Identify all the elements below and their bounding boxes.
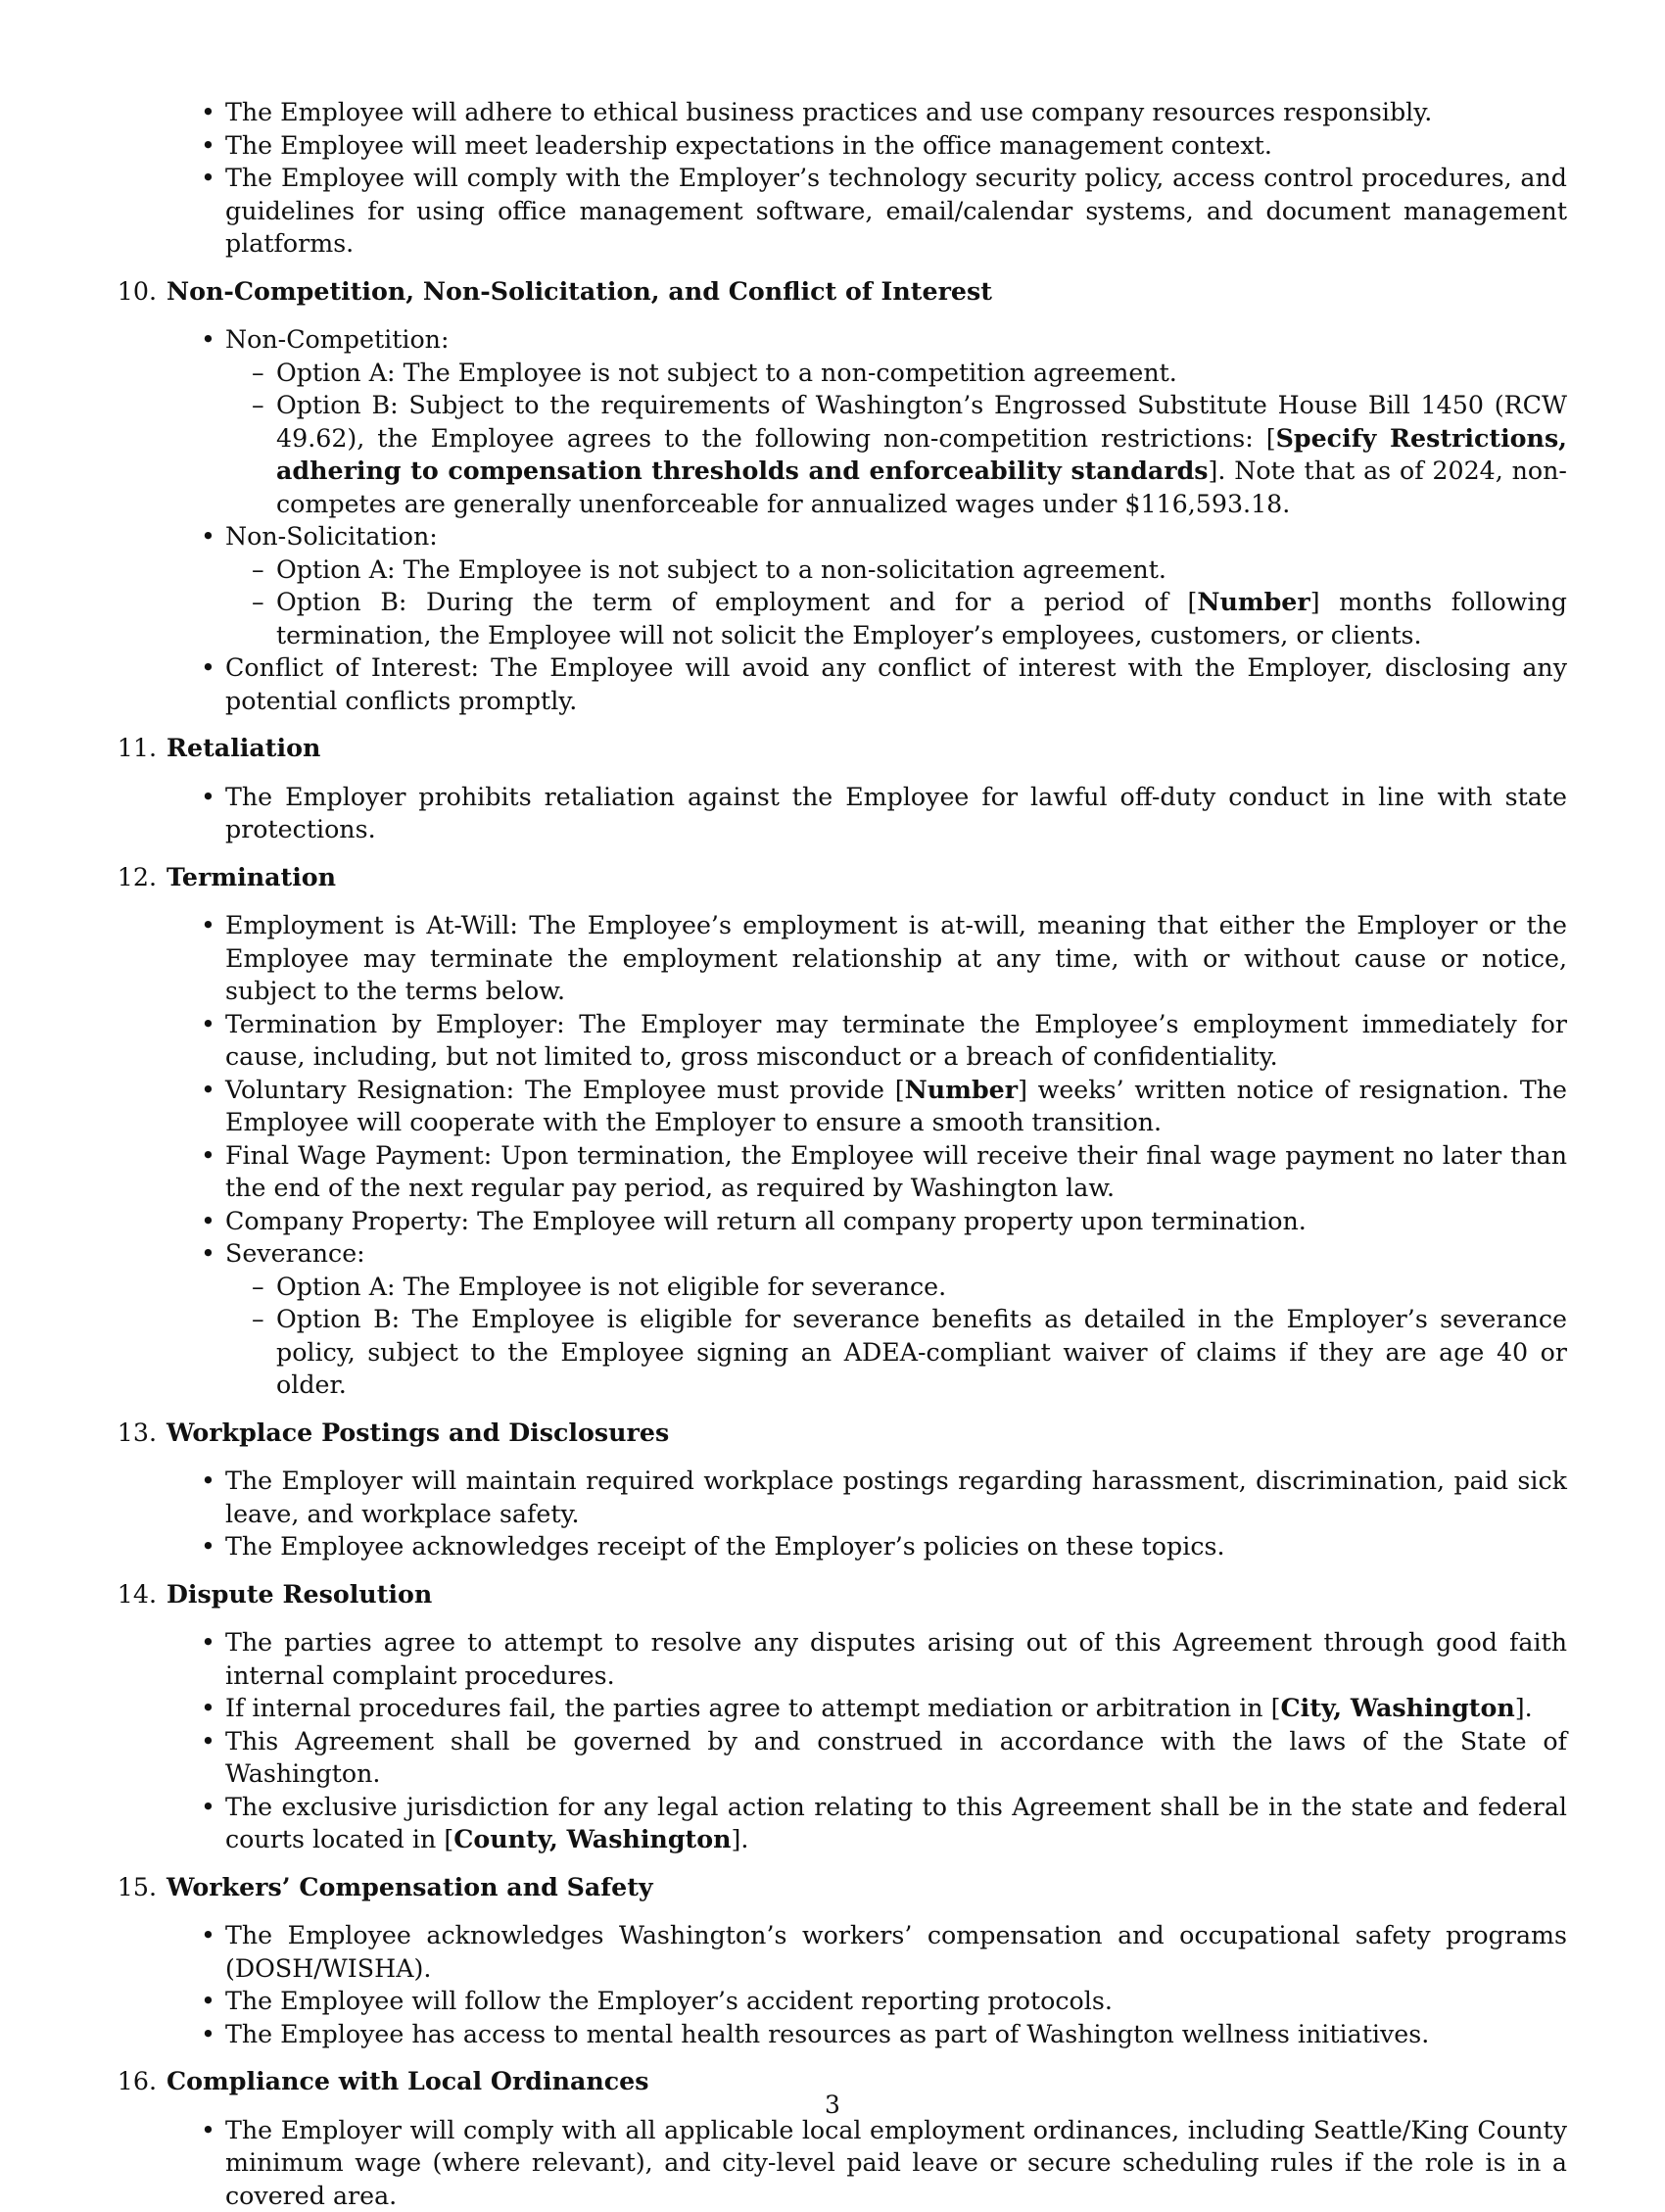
section-bullet-list xyxy=(108,781,1567,846)
section-title: Retaliation xyxy=(166,733,320,762)
sub-option-list xyxy=(225,357,1567,521)
list-item xyxy=(108,323,1567,520)
sub-list-item xyxy=(225,389,1567,520)
section-15 xyxy=(108,1871,1567,2051)
sub-list-item: – Option A: The Employee is not eligible for severance. xyxy=(225,1271,1567,1304)
section-heading xyxy=(108,861,1567,894)
text-run: The exclusive jurisdiction for any legal action relating to this Agreement shall be in the state and federal courts located in [ xyxy=(225,1793,1567,1854)
section-10 xyxy=(108,275,1567,718)
list-item: • The Employee will follow the Employer’s accident reporting protocols. xyxy=(108,1985,1567,2018)
list-item: • The Employer prohibits retaliation against the Employee for lawful off-duty conduct in line with state protections. xyxy=(108,781,1567,846)
section-title: Workplace Postings and Disclosures xyxy=(166,1418,669,1447)
text-run: Option B: Subject to the requirements of Washington’s Engrossed Substitute House Bill 1450 (RCW 49.62), the Employee agrees to the following non-competition restrictions: [ xyxy=(276,391,1567,453)
section-title: Non-Competition, Non-Solicitation, and Conflict of Interest xyxy=(166,276,992,306)
list-item xyxy=(108,1074,1567,1139)
list-item: • Termination by Employer: The Employer may terminate the Employee’s employment immediately for cause, including, but not limited to, gross misconduct or a breach of confidentiality. xyxy=(108,1008,1567,1074)
text-run: ] months following termination, the Employee will not solicit the Employer’s employees, customers, or clients. xyxy=(276,588,1567,649)
list-item: • Conflict of Interest: The Employee will avoid any conflict of interest with the Employer, disclosing any potential conflicts promptly. xyxy=(108,651,1567,717)
section-heading xyxy=(108,1417,1567,1450)
list-item: • The Employer will comply with all applicable local employment ordinances, including Seattle/King County minimum wage (where relevant), and city-level paid leave or secure scheduling rules if the role is in a covered area. xyxy=(108,2114,1567,2212)
page-number: 3 xyxy=(0,2091,1665,2119)
section-number: 15. xyxy=(108,1871,157,1904)
list-item: • This Agreement shall be governed by and construed in accordance with the laws of the State of Washington. xyxy=(108,1725,1567,1791)
section-heading xyxy=(108,1871,1567,1904)
sub-list-item xyxy=(225,586,1567,651)
text-run: ]. xyxy=(731,1825,748,1853)
document-page xyxy=(108,96,1567,2212)
section-number: 10. xyxy=(108,275,157,309)
section-bullet-list xyxy=(108,2114,1567,2212)
text-run: ]. Note that as of 2024, non-competes are generally unenforceable for annualized wages under $116,593.18. xyxy=(276,457,1567,518)
list-item: • Final Wage Payment: Upon termination, the Employee will receive their final wage payment no later than the end of the next regular pay period, as required by Washington law. xyxy=(108,1139,1567,1205)
section-title: Compliance with Local Ordinances xyxy=(166,2066,649,2095)
section-bullet-list xyxy=(108,1919,1567,2050)
section-heading xyxy=(108,732,1567,765)
list-item: • Company Property: The Employee will return all company property upon termination. xyxy=(108,1205,1567,1238)
section-14 xyxy=(108,1578,1567,1856)
list-item xyxy=(108,1791,1567,1856)
sub-list-item: – Option A: The Employee is not subject to a non-solicitation agreement. xyxy=(225,553,1567,587)
list-item: • The Employee acknowledges receipt of the Employer’s policies on these topics. xyxy=(108,1530,1567,1563)
list-item: • The Employer will maintain required workplace postings regarding harassment, discrimination, paid sick leave, and workplace safety. xyxy=(108,1465,1567,1530)
placeholder-field: City, Washington xyxy=(1281,1693,1515,1722)
section-16 xyxy=(108,2065,1567,2212)
section-number: 11. xyxy=(108,732,157,765)
list-item: • The Employee acknowledges Washington’s workers’ compensation and occupational safety programs (DOSH/WISHA). xyxy=(108,1919,1567,1985)
sub-option-list xyxy=(225,1271,1567,1402)
section-bullet-list xyxy=(108,1465,1567,1563)
section-number: 14. xyxy=(108,1578,157,1611)
section-title: Termination xyxy=(166,862,336,891)
list-item: • The Employee will comply with the Employer’s technology security policy, access control procedures, and guidelines for using office management software, email/calendar systems, and document management platforms. xyxy=(108,162,1567,261)
section-13 xyxy=(108,1417,1567,1563)
list-item xyxy=(108,520,1567,651)
nonsolicit-label: Non-Solicitation: xyxy=(225,522,438,551)
text-run: ]. xyxy=(1515,1694,1533,1722)
section-12 xyxy=(108,861,1567,1402)
section-heading xyxy=(108,1578,1567,1611)
section-bullet-list xyxy=(108,909,1567,1402)
placeholder-field: Number xyxy=(905,1075,1018,1104)
list-item: • The Employee will meet leadership expectations in the office management context. xyxy=(108,129,1567,163)
intro-bullet-list xyxy=(108,96,1567,261)
section-bullet-list xyxy=(108,323,1567,717)
section-title: Dispute Resolution xyxy=(166,1579,432,1609)
list-item: • The parties agree to attempt to resolve any disputes arising out of this Agreement through good faith internal complaint procedures. xyxy=(108,1626,1567,1692)
list-item: • The Employee will adhere to ethical business practices and use company resources responsibly. xyxy=(108,96,1567,129)
severance-label: Severance: xyxy=(225,1239,365,1268)
text-run: If internal procedures fail, the parties agree to attempt mediation or arbitration in [ xyxy=(225,1694,1281,1722)
section-number: 13. xyxy=(108,1417,157,1450)
text-run: Option B: During the term of employment and for a period of [ xyxy=(276,588,1197,616)
placeholder-field: Specify Restrictions, adhering to compensation thresholds and enforceability standards xyxy=(276,423,1567,486)
placeholder-field: County, Washington xyxy=(453,1824,731,1853)
text-run: Voluntary Resignation: The Employee must provide [ xyxy=(225,1076,905,1104)
text-run: ] weeks’ written notice of resignation. The Employee will cooperate with the Employer to ensure a smooth transition. xyxy=(225,1076,1567,1137)
list-item xyxy=(108,1237,1567,1402)
section-bullet-list xyxy=(108,1626,1567,1856)
placeholder-field: Number xyxy=(1197,587,1309,616)
list-item: • Employment is At-Will: The Employee’s employment is at-will, meaning that either the Employer or the Employee may terminate the employment relationship at any time, with or without cause or notice, subject to the terms below. xyxy=(108,909,1567,1008)
section-number: 12. xyxy=(108,861,157,894)
sub-list-item: – Option A: The Employee is not subject to a non-competition agreement. xyxy=(225,357,1567,390)
noncompete-label: Non-Competition: xyxy=(225,325,450,354)
list-item: • The Employee has access to mental health resources as part of Washington wellness initiatives. xyxy=(108,2018,1567,2051)
sub-list-item: – Option B: The Employee is eligible for severance benefits as detailed in the Employer’s severance policy, subject to the Employee signing an ADEA-compliant waiver of claims if they are age 40 or older. xyxy=(225,1303,1567,1402)
list-item xyxy=(108,1692,1567,1725)
section-11 xyxy=(108,732,1567,846)
section-title: Workers’ Compensation and Safety xyxy=(166,1872,653,1901)
section-number: 16. xyxy=(108,2065,157,2098)
section-heading xyxy=(108,275,1567,309)
sub-option-list xyxy=(225,553,1567,652)
